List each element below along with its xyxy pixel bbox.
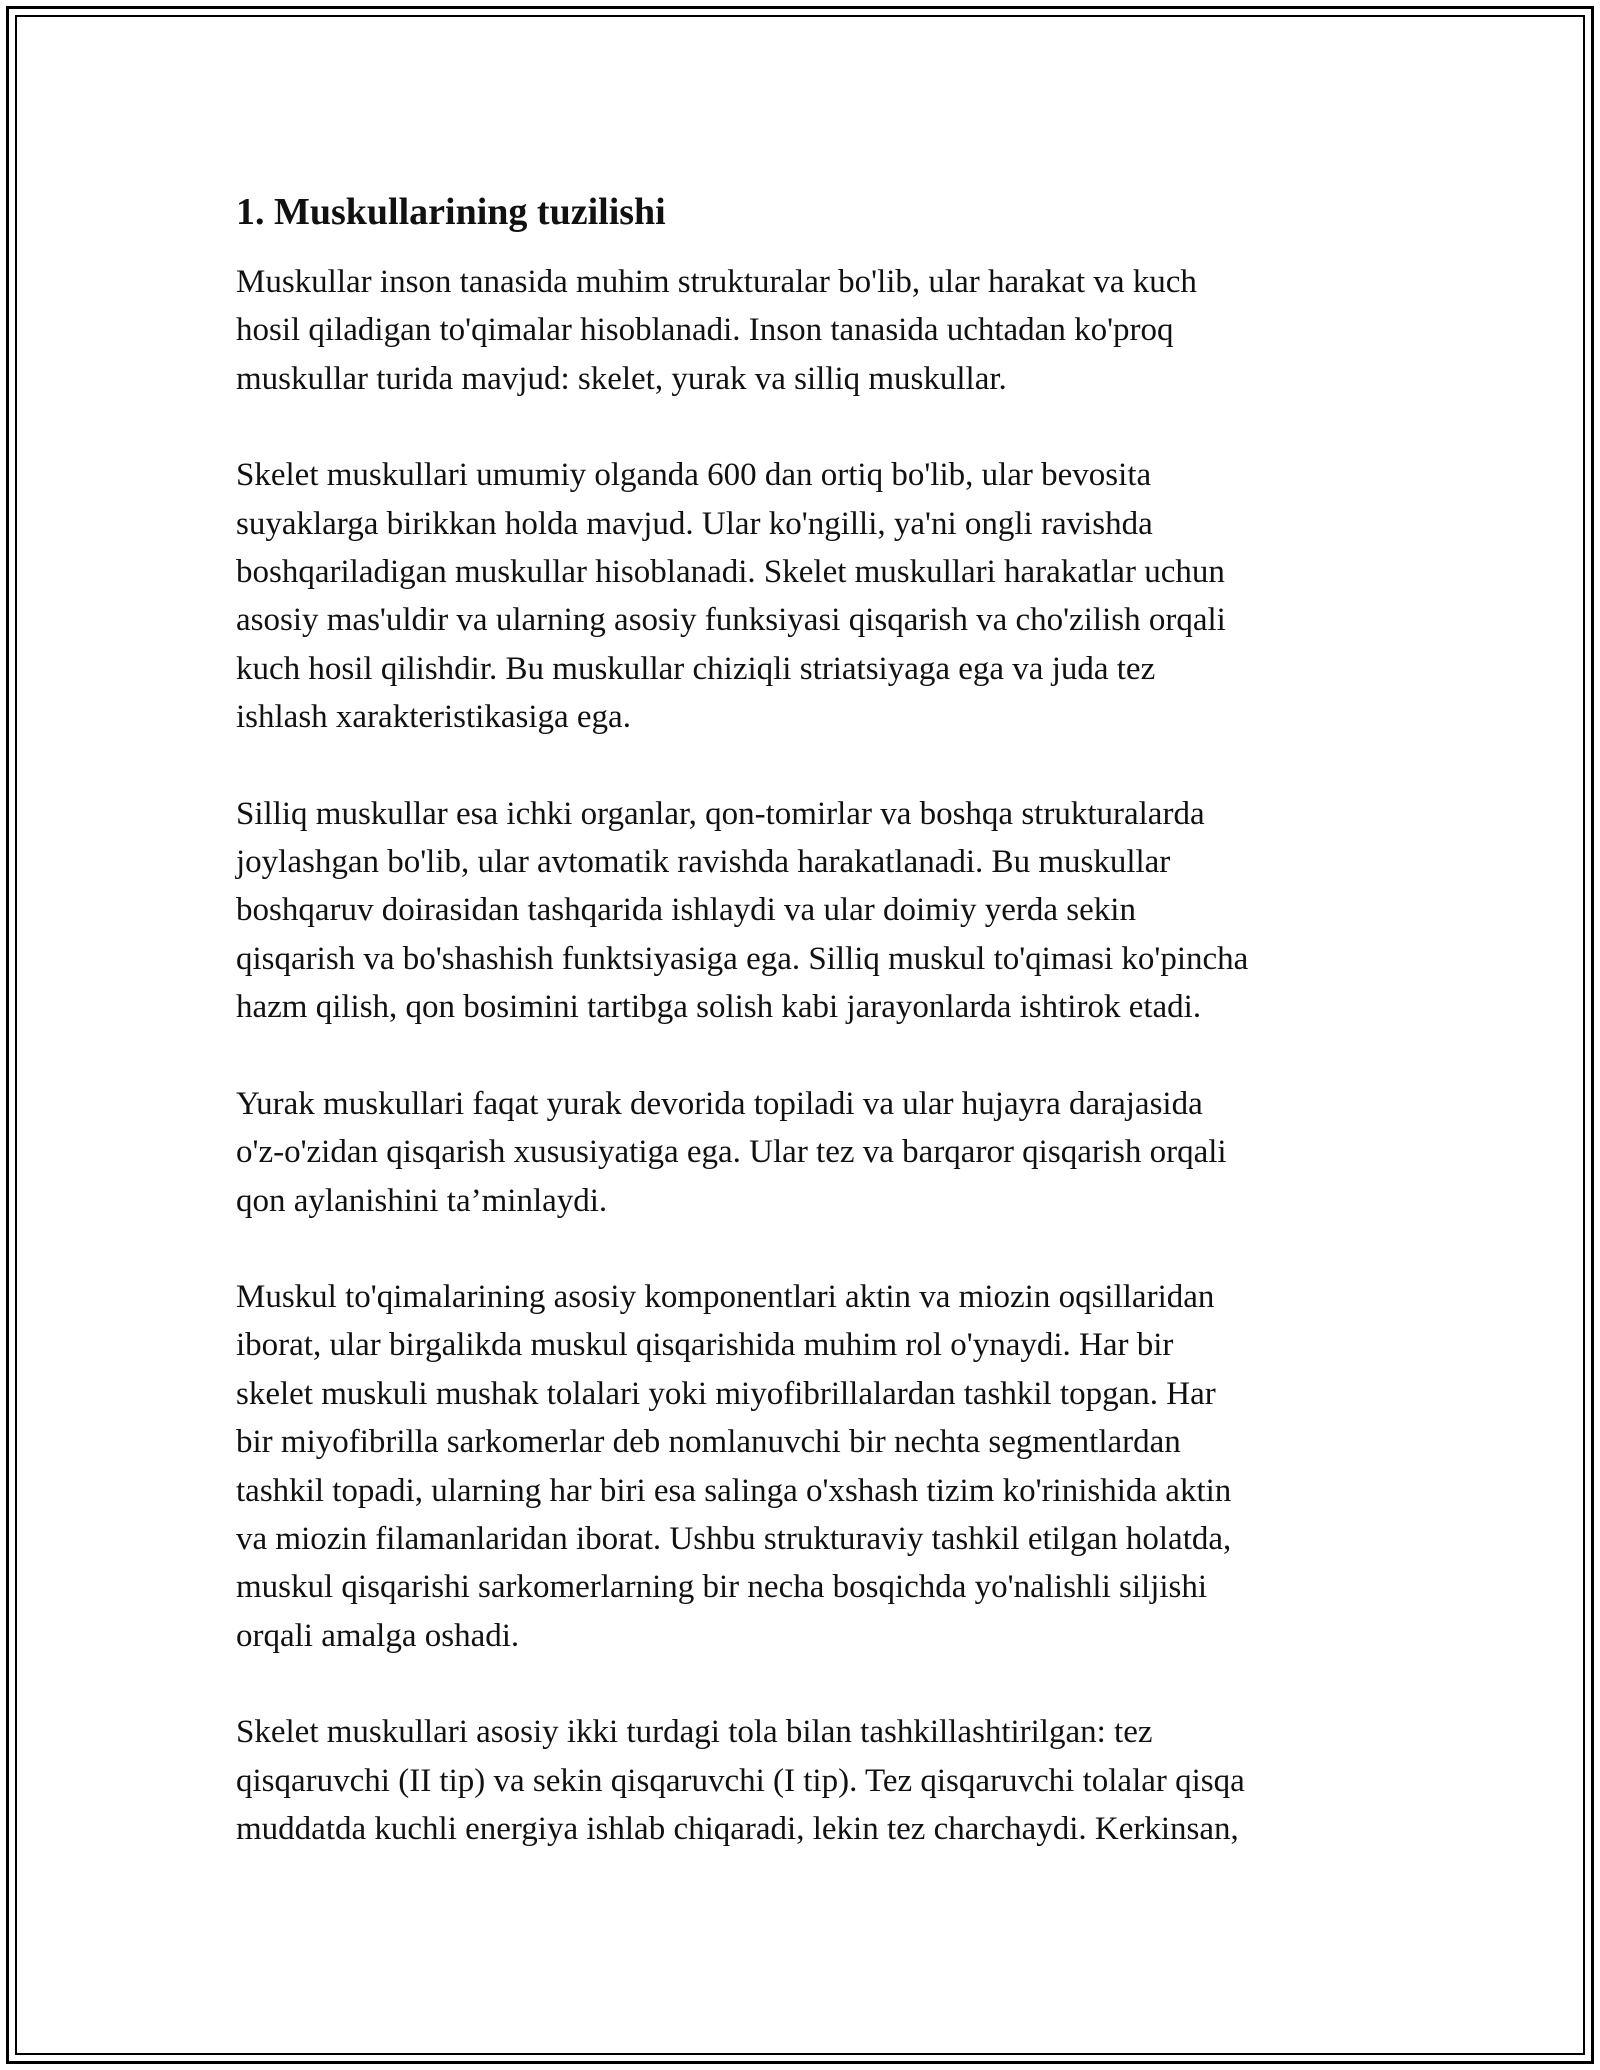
text-line: qon aylanishini ta’minlaydi. <box>236 1182 608 1219</box>
text-line: ishlash xarakteristikasiga ega. <box>236 699 631 736</box>
text-line: muskul qisqarishi sarkomerlarning bir necha bosqichda yo'nalishli siljishi <box>236 1569 1208 1606</box>
text-line: Skelet muskullari umumiy olganda 600 dan ortiq bo'lib, ular bevosita <box>236 457 1152 494</box>
text-line: qisqaruvchi (II tip) va sekin qisqaruvchi (I tip). Tez qisqaruvchi tolalar qisqa <box>236 1762 1245 1799</box>
text-line: boshqaruv doirasidan tashqarida ishlaydi va ular doimiy yerda sekin <box>236 892 1136 929</box>
text-line: Yurak muskullari faqat yurak devorida topiladi va ular hujayra darajasida <box>236 1085 1203 1122</box>
text-line: kuch hosil qilishdir. Bu muskullar chiziqli striatsiyaga ega va juda tez <box>236 650 1156 687</box>
text-line: hazm qilish, qon bosimini tartibga solish kabi jarayonlarda ishtirok etadi. <box>236 989 1202 1026</box>
text-line: Muskullar inson tanasida muhim strukturalar bo'lib, ular harakat va kuch <box>236 264 1197 300</box>
text-line: Skelet muskullari asosiy ikki turdagi tola bilan tashkillashtirilgan: tez <box>236 1714 1153 1751</box>
text-line: boshqariladigan muskullar hisoblanadi. Skelet muskullari harakatlar uchun <box>236 554 1225 591</box>
text-line: skelet muskuli mushak tolalari yoki miyofibrillalardan tashkil topgan. Har <box>236 1375 1216 1412</box>
paragraph-fiber-types <box>236 1708 1366 1853</box>
text-line: asosiy mas'uldir va ularning asosiy funksiyasi qisqarish va cho'zilish orqali <box>236 602 1226 639</box>
document-body <box>236 186 1366 1901</box>
text-line: Silliq muskullar esa ichki organlar, qon-tomirlar va boshqa strukturalarda <box>236 795 1205 832</box>
text-line: muddatda kuchli energiya ishlab chiqaradi, lekin tez charchaydi. Kerkinsan, <box>236 1810 1239 1847</box>
text-line: iborat, ular birgalikda muskul qisqarishida muhim rol o'ynaydi. Har bir <box>236 1327 1174 1364</box>
text-line: qisqarish va bo'shashish funktsiyasiga ega. Silliq muskul to'qimasi ko'pincha <box>236 940 1249 977</box>
paragraph-muscle-components <box>236 1273 1366 1660</box>
paragraph-skeletal-muscles <box>236 451 1366 741</box>
text-line: joylashgan bo'lib, ular avtomatik ravishda harakatlanadi. Bu muskullar <box>236 844 1171 881</box>
text-line: muskullar turida mavjud: skelet, yurak va silliq muskullar. <box>236 360 1007 397</box>
text-line: hosil qiladigan to'qimalar hisoblanadi. Inson tanasida uchtadan ko'proq <box>236 312 1174 349</box>
text-line: orqali amalga oshadi. <box>236 1617 520 1654</box>
text-line: va miozin filamanlaridan iborat. Ushbu strukturaviy tashkil etilgan holatda, <box>236 1520 1232 1557</box>
paragraph-muscle-overview <box>236 258 1366 403</box>
text-line: Muskul to'qimalarining asosiy komponentlari aktin va miozin oqsillaridan <box>236 1278 1215 1315</box>
text-line: bir miyofibrilla sarkomerlar deb nomlanuvchi bir nechta segmentlardan <box>236 1424 1181 1461</box>
section-heading: 1. Muskullarining tuzilishi <box>236 191 666 233</box>
text-line: o'z-o'zidan qisqarish xususiyatiga ega. Ular tez va barqaror qisqarish orqali <box>236 1134 1227 1171</box>
paragraph-cardiac-muscles <box>236 1080 1366 1225</box>
text-line: suyaklarga birikkan holda mavjud. Ular ko'ngilli, ya'ni ongli ravishda <box>236 505 1153 542</box>
paragraph-smooth-muscles <box>236 790 1366 1032</box>
text-line: tashkil topadi, ularning har biri esa salinga o'xshash tizim ko'rinishida aktin <box>236 1472 1232 1509</box>
